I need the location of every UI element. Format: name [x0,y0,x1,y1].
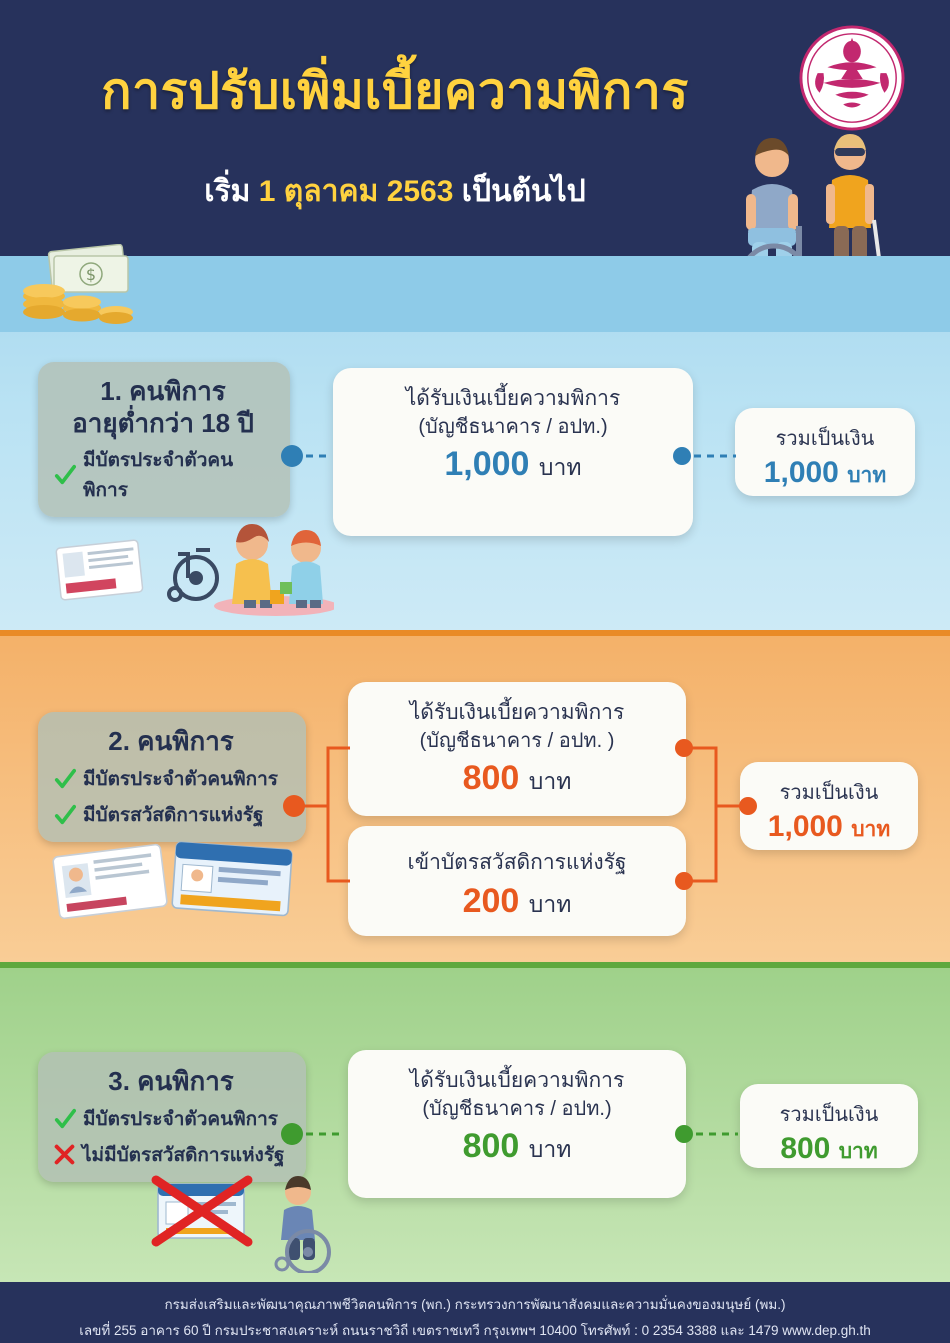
case-3-condition-1 [54,1104,288,1134]
subtitle-highlight: 1 ตุลาคม 2563 [258,175,454,208]
case-1-left-card [38,362,290,517]
case-1-connectors [280,436,750,476]
case-1-condition-1 [54,445,272,505]
case-1-title: 1. คนพิการ อายุต่ำกว่า 18 ปี [72,376,254,438]
case-3-total-label: รวมเป็นเงิน [779,1104,879,1126]
section-case-3 [0,962,950,1282]
case-2-condition-1 [54,764,288,794]
case-2-mid2-line1: เข้าบัตรสวัสดิการแห่งรัฐ [407,851,627,874]
money-illustration [20,244,150,334]
case-2-mid1-line2: (บัญชีธนาคาร / อปท. ) [419,730,615,753]
section-case-2 [0,630,950,962]
case-2-cards-illustration [44,836,314,926]
case-3-condition-2 [54,1140,288,1170]
case-2-condition-2-label: มีบัตรสวัสดิการแห่งรัฐ [83,804,264,826]
section-case-1 [0,256,950,630]
case-1-illustration [44,506,334,616]
svg-text:$: $ [85,265,97,284]
check-icon [54,804,76,826]
case-3-amount: 800 บาท [462,1127,572,1166]
case-2-total-amount: 1,000 บาท [767,810,891,843]
case-3-condition-1-label: มีบัตรประจำตัวคนพิการ [83,1108,279,1130]
case-1-mid-line1: ได้รับเงินเบี้ยความพิการ [405,387,621,410]
case-2-mid1-line1: ได้รับเงินเบี้ยความพิการ [409,701,625,724]
cross-icon [54,1144,75,1165]
case-3-mid-line1: ได้รับเงินเบี้ยความพิการ [409,1069,625,1092]
case-2-total-card [740,762,918,850]
subtitle-post: เป็นต้นไป [453,175,586,208]
case-1-condition-1-label: มีบัตรประจำตัวคนพิการ [83,450,234,502]
page-subtitle [0,168,790,215]
case-2-total-label: รวมเป็นเงิน [779,782,879,804]
case-2-title: 2. คนพิการ [108,726,234,756]
case-2-condition-2 [54,800,288,830]
check-icon [54,1108,76,1130]
case-3-mid-line2: (บัญชีธนาคาร / อปท.) [422,1098,612,1121]
case-1-total-card [735,408,915,496]
case-1-mid-line2: (บัญชีธนาคาร / อปท.) [418,416,608,439]
case-3-title: 3. คนพิการ [108,1066,234,1096]
case-1-total-amount: 1,000 บาท [763,456,887,489]
page-title: การปรับเพิ่มเบี้ยความพิการ [101,63,689,119]
case-2-left-card [38,712,306,842]
case-2-condition-1-label: มีบัตรประจำตัวคนพิการ [83,768,279,790]
case-3-total-card [740,1084,918,1168]
case-3-condition-2-label: ไม่มีบัตรสวัสดิการแห่งรัฐ [82,1144,285,1166]
case-2-mid2-amount: 200 บาท [462,882,572,921]
case-2-connectors [280,676,760,926]
case-3-illustration [140,1168,380,1273]
footer-line-1: กรมส่งเสริมและพัฒนาคุณภาพชีวิตคนพิการ (พก.) กระทรวงการพัฒนาสังคมและความมั่นคงของมนุษย์ (พม.) [164,1297,786,1312]
case-3-left-card [38,1052,306,1182]
subtitle-pre: เริ่ม [204,175,259,208]
case-1-amount: 1,000 บาท [444,445,582,484]
footer [0,1282,950,1343]
case-2-mid1-amount: 800 บาท [462,759,572,798]
case-3-total-amount: 800 บาท [780,1132,878,1165]
header [0,0,950,256]
case-1-total-label: รวมเป็นเงิน [775,428,875,450]
government-emblem-icon [798,22,906,134]
case-3-connectors [280,1116,750,1152]
footer-line-2: เลขที่ 255 อาคาร 60 ปี กรมประชาสงเคราะห์ ถนนราชวิถี เขตราชเทวี กรุงเทพฯ 10400 โทรศัพท์ : 0 2354 3388 และ 1479 www.dep.gh.th [79,1322,871,1338]
check-icon [54,464,76,486]
check-icon [54,768,76,790]
